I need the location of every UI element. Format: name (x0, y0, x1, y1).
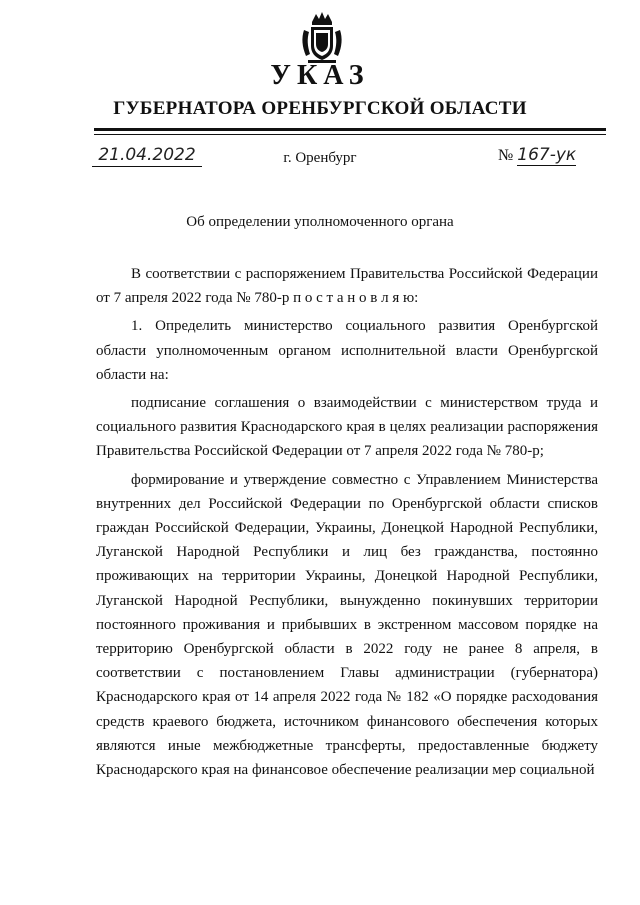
document-body (96, 262, 598, 786)
number-prefix: № (498, 147, 514, 164)
paragraph: подписание соглашения о взаимодействии с министерством труда и социального развития Краснодарского края в целях реализации распоряжения Правительства Российской Федерации от 7 апреля 2022 года № 780-р; (96, 395, 598, 460)
header-divider-thick (94, 128, 606, 131)
header-divider-thin (94, 134, 606, 135)
paragraph: формирование и утверждение совместно с Управлением Министерства внутренних дел Российской Федерации по Оренбургской области списков граждан Российской Федерации, Украины, Донецкой Народной Республики, Луганской Народной Республики и лиц без гражданства, постоянно проживающих на территории Украины, Донецкой Народной Республики, Луганской Народной Республики, вынужденно покинувших территории постоянного проживания и прибывших в экстренном массовом порядке на территорию Оренбургской области в 2022 году не ранее 8 апреля, в соответствии с постановлением Главы администрации (губернатора) Краснодарского края от 14 апреля 2022 года № 182 «О порядке расходования средств краевого бюджета, источником финансового обеспечения которых являются иные межбюджетные трансферты, предоставленные бюджету Краснодарского края на финансовое обеспечение реализации мер социальной (96, 471, 598, 779)
issuing-authority: ГУБЕРНАТОРА ОРЕНБУРГСКОЙ ОБЛАСТИ (113, 98, 527, 119)
document-number (498, 145, 576, 166)
paragraph: 1. Определить министерство социального развития Оренбургской области уполномоченным органом исполнительной власти Оренбургской области на: (96, 318, 598, 383)
document-type: УКАЗ (270, 60, 370, 91)
paragraph: В соответствии с распоряжением Правительства Российской Федерации от 7 апреля 2022 года № 780-р п о с т а н о в л я ю: (96, 266, 598, 307)
document-city: г. Оренбург (283, 150, 357, 166)
coat-of-arms-icon (298, 10, 346, 66)
document-date: 21.04.2022 (92, 145, 202, 167)
document-subject: Об определении уполномоченного органа (186, 214, 454, 230)
number-value: 167-ук (517, 145, 577, 165)
